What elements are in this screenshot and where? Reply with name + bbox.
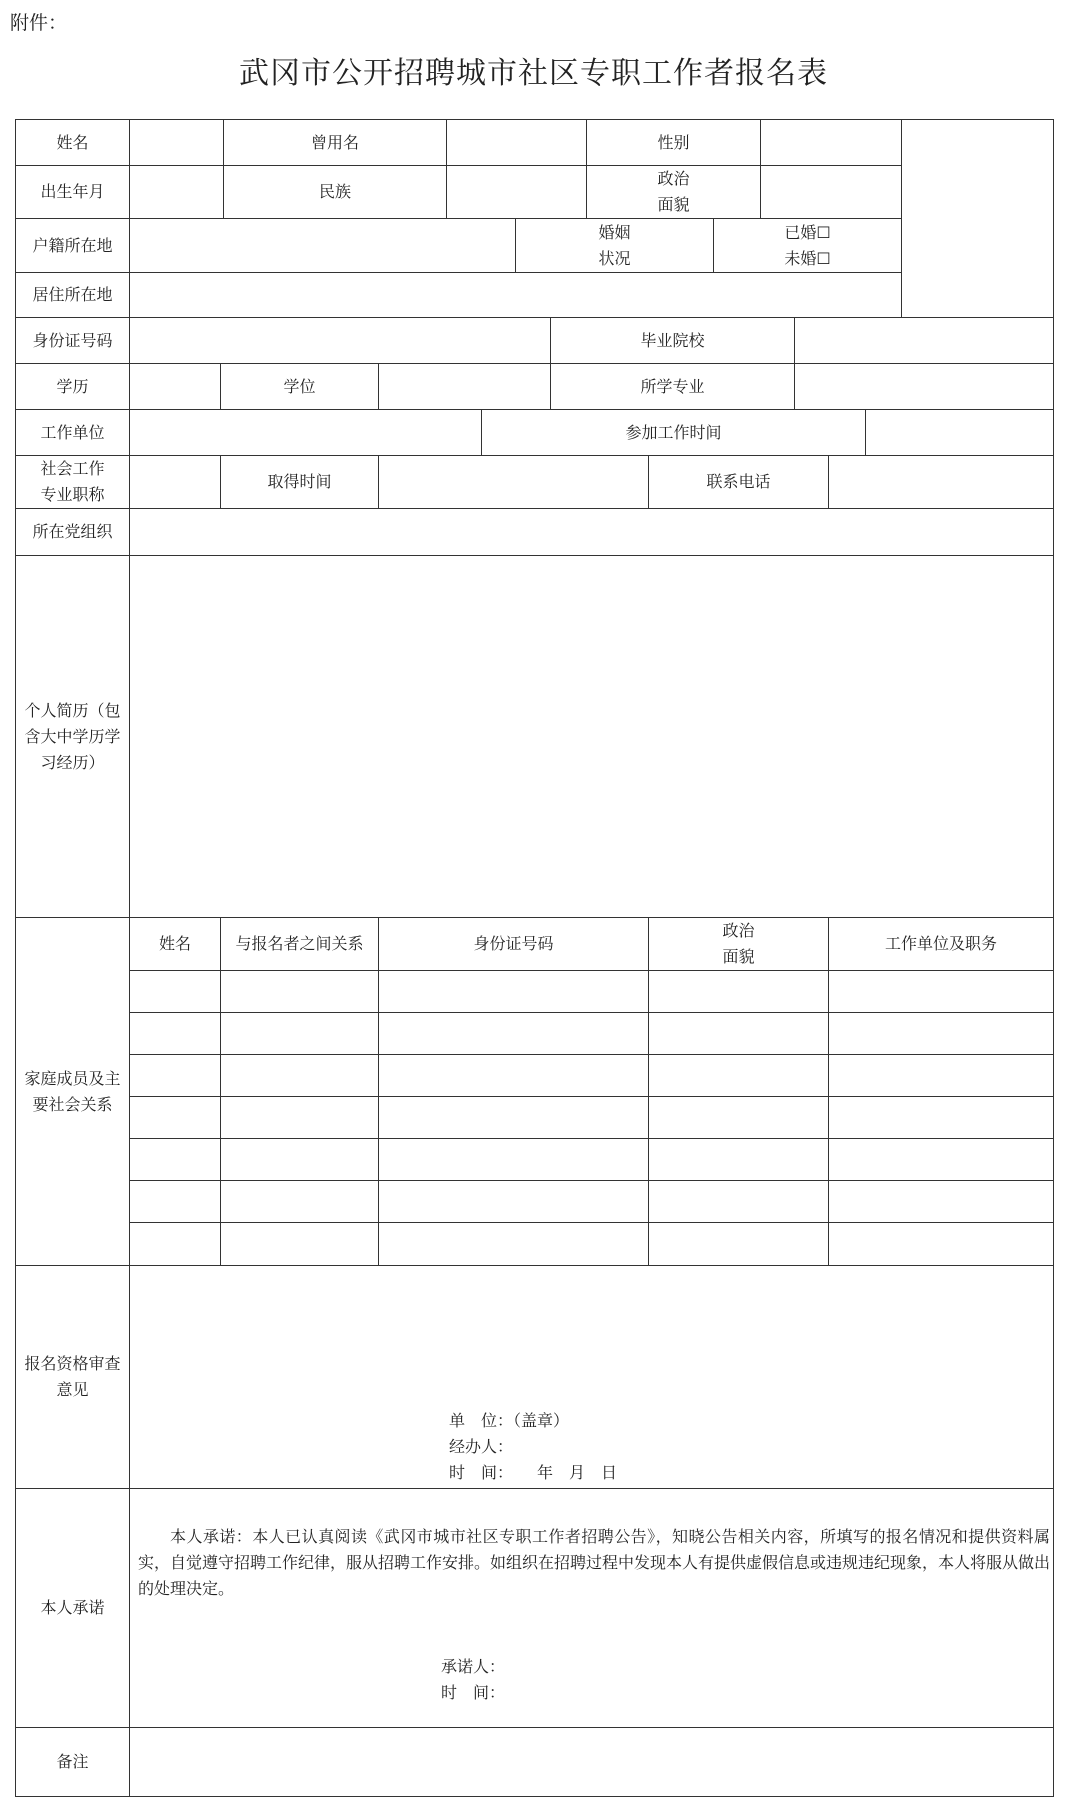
field-phone[interactable]: [828, 455, 1054, 509]
family-political-cell[interactable]: [648, 1096, 829, 1139]
label-remarks: 备注: [15, 1727, 130, 1797]
review-time: 时 间： 年 月 日: [449, 1463, 618, 1482]
label-work-unit: 工作单位: [15, 409, 130, 456]
field-work-unit[interactable]: [129, 409, 482, 456]
family-unit-cell[interactable]: [828, 1012, 1054, 1055]
family-header-political: 政治 面貌: [648, 917, 829, 971]
attachment-label: 附件：: [10, 12, 68, 34]
field-id-number[interactable]: [129, 317, 551, 364]
review-unit: 单 位：（盖章）: [449, 1411, 570, 1430]
label-hukou: 户籍所在地: [15, 218, 130, 273]
family-political-cell[interactable]: [648, 1180, 829, 1223]
family-political-cell[interactable]: [648, 1054, 829, 1097]
label-resume: 个人简历（包 含大中学历学 习经历）: [15, 555, 130, 918]
label-school: 毕业院校: [550, 317, 795, 364]
family-id-cell[interactable]: [378, 1054, 649, 1097]
family-relation-cell[interactable]: [220, 1054, 379, 1097]
label-phone: 联系电话: [648, 455, 829, 509]
family-header-name: 姓名: [129, 917, 221, 971]
family-relation-cell[interactable]: [220, 1222, 379, 1266]
field-obtain-time[interactable]: [378, 455, 649, 509]
label-name: 姓名: [15, 119, 130, 166]
label-major: 所学专业: [550, 363, 795, 410]
field-gender[interactable]: [760, 119, 902, 166]
label-birth: 出生年月: [15, 165, 130, 219]
family-id-cell[interactable]: [378, 1180, 649, 1223]
field-resume[interactable]: [129, 555, 1054, 918]
label-social-title: 社会工作 专业职称: [15, 455, 130, 509]
family-id-cell[interactable]: [378, 1096, 649, 1139]
form-title: 武冈市公开招聘城市社区专职工作者报名表: [239, 56, 828, 91]
family-political-cell[interactable]: [648, 1012, 829, 1055]
label-political: 政治 面貌: [586, 165, 761, 219]
family-name-cell[interactable]: [129, 970, 221, 1013]
field-review[interactable]: [129, 1265, 1054, 1489]
family-name-cell[interactable]: [129, 1180, 221, 1223]
family-name-cell[interactable]: [129, 1138, 221, 1181]
family-id-cell[interactable]: [378, 970, 649, 1013]
family-header-relation: 与报名者之间关系: [220, 917, 379, 971]
family-unit-cell[interactable]: [828, 1222, 1054, 1266]
family-id-cell[interactable]: [378, 1222, 649, 1266]
family-political-cell[interactable]: [648, 970, 829, 1013]
field-residence[interactable]: [129, 272, 902, 318]
family-unit-cell[interactable]: [828, 970, 1054, 1013]
family-relation-cell[interactable]: [220, 1096, 379, 1139]
family-name-cell[interactable]: [129, 1096, 221, 1139]
field-hukou[interactable]: [129, 218, 516, 273]
family-name-cell[interactable]: [129, 1054, 221, 1097]
label-family: 家庭成员及主 要社会关系: [15, 917, 130, 1266]
field-birth[interactable]: [129, 165, 224, 219]
label-id-number: 身份证号码: [15, 317, 130, 364]
family-id-cell[interactable]: [378, 1012, 649, 1055]
label-degree: 学位: [220, 363, 379, 410]
family-unit-cell[interactable]: [828, 1096, 1054, 1139]
family-id-cell[interactable]: [378, 1138, 649, 1181]
family-name-cell[interactable]: [129, 1012, 221, 1055]
label-gender: 性别: [586, 119, 761, 166]
field-work-start[interactable]: [865, 409, 1054, 456]
field-social-title[interactable]: [129, 455, 221, 509]
photo-area[interactable]: [901, 119, 1054, 318]
family-name-cell[interactable]: [129, 1222, 221, 1266]
field-degree[interactable]: [378, 363, 551, 410]
family-unit-cell[interactable]: [828, 1054, 1054, 1097]
promise-time: 时 间：: [441, 1683, 506, 1702]
family-political-cell[interactable]: [648, 1222, 829, 1266]
label-ethnicity: 民族: [223, 165, 447, 219]
family-header-id: 身份证号码: [378, 917, 649, 971]
field-former-name[interactable]: [446, 119, 587, 166]
field-school[interactable]: [794, 317, 1054, 364]
marital-options[interactable]: 已婚☐ 未婚☐: [713, 218, 902, 273]
label-work-start: 参加工作时间: [481, 409, 866, 456]
field-name[interactable]: [129, 119, 224, 166]
field-education[interactable]: [129, 363, 221, 410]
review-handler: 经办人：: [449, 1437, 514, 1456]
family-relation-cell[interactable]: [220, 970, 379, 1013]
label-party-org: 所在党组织: [15, 508, 130, 556]
label-former-name: 曾用名: [223, 119, 447, 166]
field-remarks[interactable]: [129, 1727, 1054, 1797]
promise-text: 本人承诺：本人已认真阅读《武冈市城市社区专职工作者招聘公告》，知晓公告相关内容，所填写的报名情况和提供资料属实，自觉遵守招聘工作纪律，服从招聘工作安排。如组织在招聘过程中发现本人有提供虚假信息或违规违纪现象，本人将服从做出的处理决定。: [138, 1527, 1051, 1598]
family-relation-cell[interactable]: [220, 1138, 379, 1181]
family-header-unit: 工作单位及职务: [828, 917, 1054, 971]
family-relation-cell[interactable]: [220, 1012, 379, 1055]
field-major[interactable]: [794, 363, 1054, 410]
label-promise: 本人承诺: [15, 1488, 130, 1728]
label-education: 学历: [15, 363, 130, 410]
family-political-cell[interactable]: [648, 1138, 829, 1181]
field-ethnicity[interactable]: [446, 165, 587, 219]
label-marital: 婚姻 状况: [515, 218, 714, 273]
field-political[interactable]: [760, 165, 902, 219]
field-party-org[interactable]: [129, 508, 1054, 556]
label-review: 报名资格审查 意见: [15, 1265, 130, 1489]
label-residence: 居住所在地: [15, 272, 130, 318]
family-unit-cell[interactable]: [828, 1138, 1054, 1181]
family-unit-cell[interactable]: [828, 1180, 1054, 1223]
family-relation-cell[interactable]: [220, 1180, 379, 1223]
label-obtain-time: 取得时间: [220, 455, 379, 509]
promise-signer: 承诺人：: [441, 1657, 506, 1676]
